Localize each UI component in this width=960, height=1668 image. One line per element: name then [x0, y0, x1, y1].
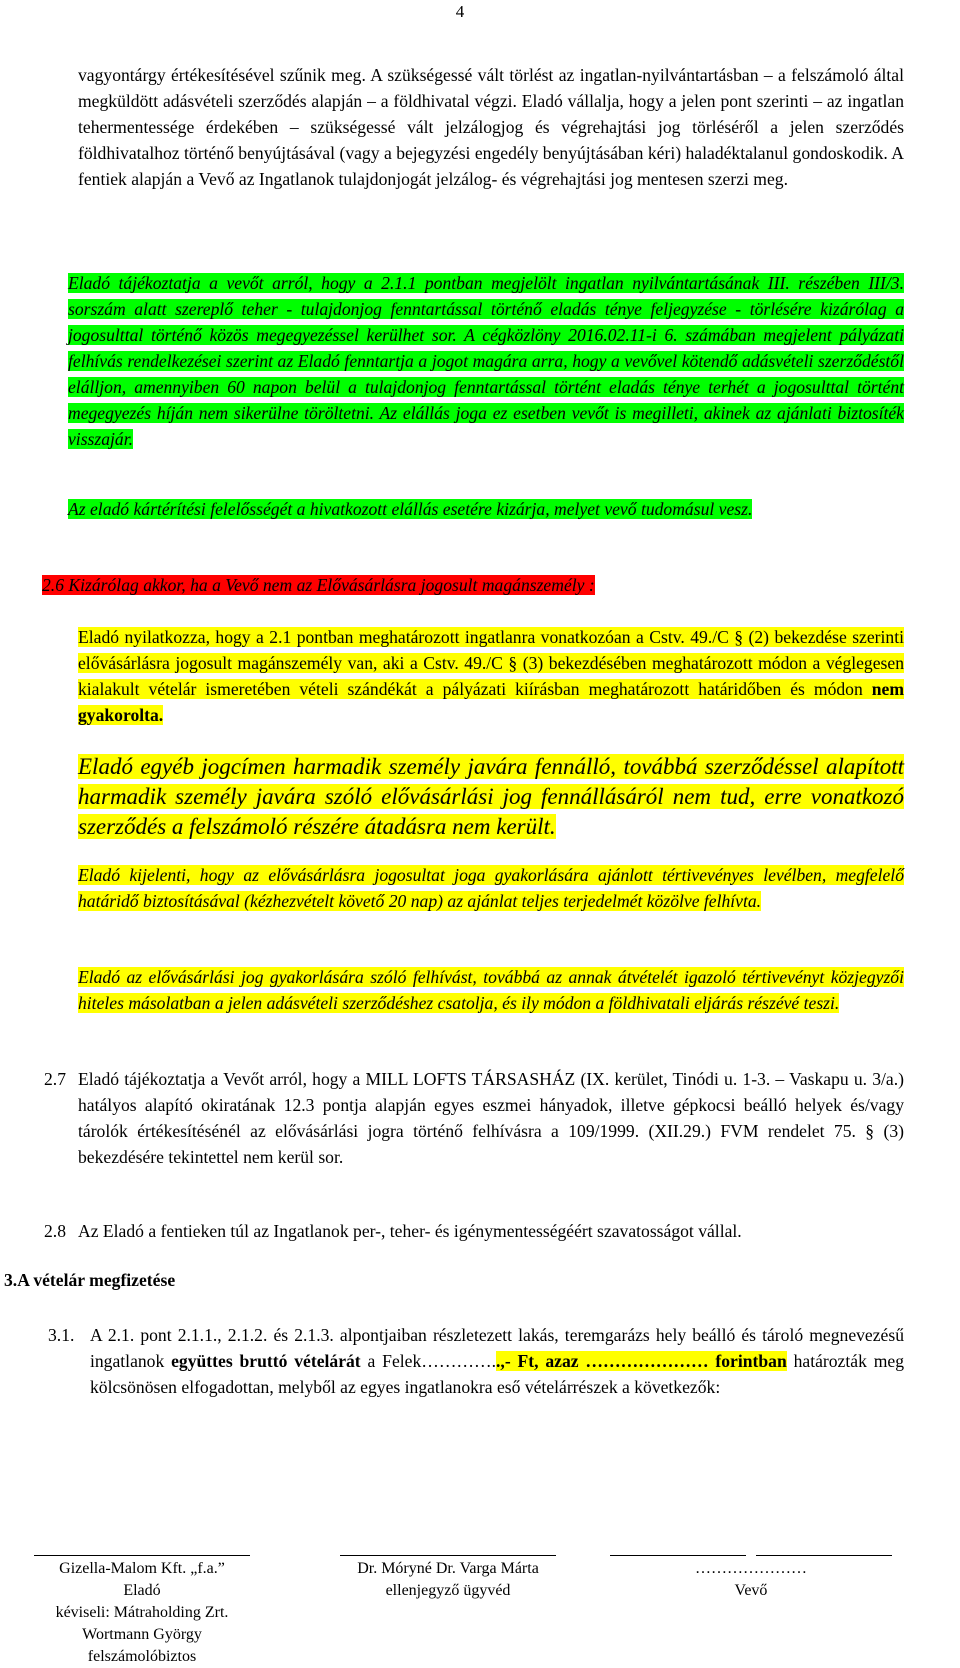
section-3-heading: 3.A vételár megfizetése — [4, 1270, 176, 1290]
section-2-7-number: 2.7 — [44, 1069, 66, 1089]
section-2-6-paragraph-3 — [78, 862, 904, 914]
section-3-1-bold-a: együttes bruttó vételárát — [171, 1351, 361, 1371]
signature-line-seller — [34, 1555, 250, 1556]
page-number: 4 — [455, 2, 465, 21]
section-2-6-title: Kizárólag akkor, ha a Vevő nem az Elővásárlásra jogosult magánszemély : — [64, 575, 595, 595]
section-2-6-text-3: Eladó kijelenti, hogy az elővásárlásra jogosultat joga gyakorlására ajánlott tértivevényes levélben, megfelelő határidő biztosításával (kézhezvételt követő 20 nap) az ajánlat teljes terjedelmét közölve felhívta. — [78, 865, 904, 911]
signature-line-buyer-2 — [756, 1555, 892, 1556]
section-2-6-text-4: Eladó az elővásárlási jog gyakorlására szóló felhívást, továbbá az annak átvételét igazoló tértivevényt közjegyzői hiteles másolatban a jelen adásvételi szerződéshez csatolja, és ily módon a földhivatali eljárás részévé teszi. — [78, 967, 904, 1013]
section-3-1-text-c: határozták meg kölcsönösen elfogadottan, melyből az egyes ingatlanokra eső vételárrészek a következők: — [90, 1351, 904, 1397]
section-3-1-number: 3.1. — [48, 1325, 75, 1345]
signature-block-lawyer — [340, 1555, 556, 1602]
section-2-6-heading — [42, 572, 904, 598]
signature-block-buyer — [610, 1555, 892, 1602]
green-paragraph-2 — [68, 496, 904, 522]
section-2-8-number: 2.8 — [44, 1221, 66, 1241]
green-text-1a: Eladó tájékoztatja a vevőt arról, hogy a 2.1.1 pontban megjelölt ingatlan nyilvántartásának III. részében III/3. sorszám alatt szereplő teher - tulajdonjog fenntartással történő eladás ténye feljegyzése - törlésére kizárólag a jogosulttal történő közös megegyezéssel kerülhet sor. A cégközlöny 2016.02.11-i 6. számában megjelent pályázati felhívás rendelkezései szerint az Eladó fenntartja a jogot magára arra, hogy a vevővel kötendő adásvételi szerződéstől elálljon, amennyiben 60 napon belül a tulajdonjog fenntartással történt eladás ténye terhét a jogosulttal történt megegyezés híján nem sikerülne töröltetni. — [68, 273, 904, 423]
section-3-1-text-b: a Felek…………. — [360, 1351, 497, 1371]
green-text-2: Az eladó kártérítési felelősségét a hivatkozott elállás esetére kizárja, melyet vevő tudomásul vesz. — [68, 499, 753, 519]
section-2-6-text-1: Eladó nyilatkozza, hogy a 2.1 pontban meghatározott ingatlanra vonatkozóan a Cstv. 49./C § (2) bekezdése szerinti elővásárlásra jogosult magánszemély van, aki a Cstv. 49./C § (3) bekezdésében meghatározott módon a véglegesen kialakult vételár ismeretében vételi szándékát a pályázati kiírásban meghatározott határidőben és módon — [78, 627, 904, 699]
seller-company: Gizella-Malom Kft. „f.a.” — [59, 1560, 225, 1577]
green-paragraph-1 — [68, 270, 904, 452]
section-2-8-text: Az Eladó a fentieken túl az Ingatlanok per-, teher- és igénymentességéért szavatosságot vállal. — [78, 1221, 742, 1241]
section-3-1-text — [90, 1322, 904, 1400]
buyer-name-placeholder: ………………… — [695, 1560, 807, 1577]
signature-line-buyer-1 — [610, 1555, 746, 1556]
section-2-7-text: Eladó tájékoztatja a Vevőt arról, hogy a MILL LOFTS TÁRSASHÁZ (IX. kerület, Tinódi u. 1-3. – Vaskapu u. 3/a.) hatályos alapító okiratának 12.3 pontja alapján egyes eszmei hányadok, illetve gépkocsi beálló helyek és/vagy tárolók értékesítésénél az elővásárlási jogra történő felhívásra a 109/1999. (XII.29.) FVM rendelet 75. § (3) bekezdésére tekintettel nem kerül sor. — [78, 1069, 904, 1167]
section-2-6-paragraph-2 — [78, 752, 904, 842]
section-2-6-number: 2.6 — [42, 575, 64, 595]
seller-role: Eladó — [123, 1582, 161, 1599]
section-2-6-bold-1: nem gyakorolta. — [78, 679, 904, 725]
section-2-6-paragraph-4 — [78, 964, 904, 1016]
signature-lines-buyer — [610, 1555, 892, 1556]
section-3-1-text-a: A 2.1. pont 2.1.1., 2.1.2. és 2.1.3. alpontjaiban részletezett lakás, teremgarázs hely beálló és tároló megnevezésű ingatlanok — [90, 1325, 904, 1371]
seller-liquidator: Wortmann György felszámolóbiztos — [82, 1626, 202, 1665]
section-3-1-bold-b: .,- Ft, azaz ………………… forintban — [496, 1351, 787, 1371]
intro-paragraph: vagyontárgy értékesítésével szűnik meg. A szükségessé vált törlést az ingatlan-nyilvántartásban – a felszámoló által megküldött adásvételi szerződés alapján – a földhivatal végzi. Eladó vállalja, hogy a jelen pont szerinti – az ingatlan tehermentessége érdekében – szükségessé vált jelzálogjog és végrehajtási jog törléséről a jelen szerződés földhivatalhoz történő benyújtásával (vagy a bejegyzési engedély benyújtásában kéri) haladéktalanul gondoskodik. A fentiek alapján a Vevő az Ingatlanok tulajdonjogát jelzálog- és végrehajtási jog mentesen szerzi meg. — [78, 65, 904, 189]
green-text-1b: Az elállás joga ez esetben vevőt is megilleti, akinek az ajánlati biztosíték visszajár. — [68, 403, 904, 449]
section-2-6-text-2: Eladó egyéb jogcímen harmadik személy javára fennálló, továbbá szerződéssel alapított harmadik személy javára szóló elővásárlási jog fennállásáról nem tud, erre vonatkozó szerződés a felszámoló részére átadásra nem került. — [78, 754, 904, 839]
seller-representative: kéviseli: Mátraholding Zrt. — [55, 1604, 229, 1621]
signature-line-lawyer — [340, 1555, 556, 1556]
buyer-role: Vevő — [734, 1582, 768, 1599]
lawyer-role: ellenjegyző ügyvéd — [385, 1582, 511, 1599]
lawyer-name: Dr. Móryné Dr. Varga Márta — [357, 1560, 539, 1577]
signature-block-seller — [34, 1555, 250, 1668]
section-2-6-paragraph-1 — [78, 624, 904, 728]
